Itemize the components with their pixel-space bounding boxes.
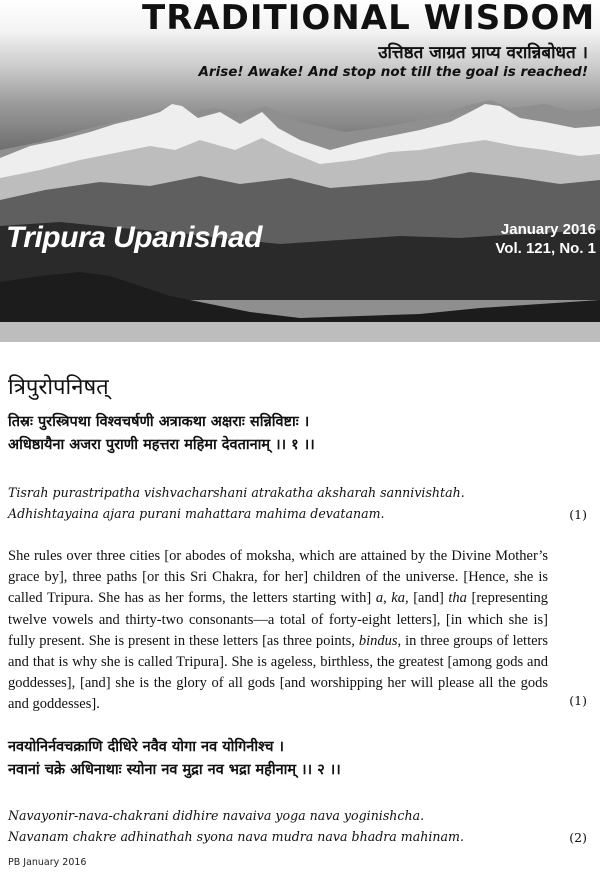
verse-2-sanskrit-line-1: नवयोनिर्नवचक्राणि दीधिरे नवैव योगा नव योगिनीश्च । [8,739,284,755]
issue-title: Tripura Upanishad [6,221,262,254]
verse-1-sanskrit-line-2: अधिष्ठायैना अजरा पुराणी महत्तरा महिमा देवतानाम् ।। १ ।। [8,437,315,453]
section-heading: त्रिपुरोपनिषत् [8,375,109,400]
page-footer: PB January 2016 [8,857,87,868]
sanskrit-motto: उत्तिष्ठत जाग्रत प्राप्य वरान्निबोधत । [378,43,588,63]
verse-2-transliteration-line-1: Navayonir-nava-chakrani didhire navaiva yoga nava yoginishcha. [8,808,425,823]
verse-1-transliteration-line-1: Tisrah purastripatha vishvacharshani atrakatha aksharah sannivishtah. [8,485,465,500]
verse-2-sanskrit-line-2: नवानां चक्रे अधिनाथाः स्योना नव मुद्रा नव भद्रा महीनाम् ।। २ ।। [8,762,341,778]
issue-volume: Vol. 121, No. 1 [495,240,596,257]
cover-banner [0,0,600,342]
verse-1-number: (1) [569,507,587,522]
verse-1-commentary: She rules over three cities [or abodes of moksha, which are attained by the Divine Mother’s grace by], three paths [or this Sri Chakra, for her] children of the universe. [Hence, she is called Tripura. She has as her forms, the letters starting with] a, ka, [and] tha [representing twelve vowels and thirty-two consonants—a total of forty-eight letters], [in which she is] fully present. She is present in these letters [as three points, bindus, in three groups of letters and that is why she is called Tripura]. She is ageless, birthless, the greatest [among gods and goddesses], [and] she is the glory of all gods [and worshipping her will please all the gods and goddesses]. [8,548,549,713]
verse-2-number: (2) [569,830,587,845]
verse-1-sanskrit-line-1: तिस्रः पुरस्त्रिपथा विश्वचर्षणी अत्राकथा अक्षराः सन्निविष्टाः । [8,414,310,430]
issue-date: January 2016 [500,221,596,238]
verse-1-transliteration-line-2: Adhishtayaina ajara purani mahattara mahima devatanam. [8,506,385,521]
magazine-title: TRADITIONAL WISDOM [142,0,596,38]
verse-2-transliteration-line-2: Navanam chakre adhinathah syona nava mudra nava bhadra mahinam. [8,829,464,844]
commentary-number: (1) [569,693,587,708]
english-motto: Arise! Awake! And stop not till the goal is reached! [198,64,588,80]
